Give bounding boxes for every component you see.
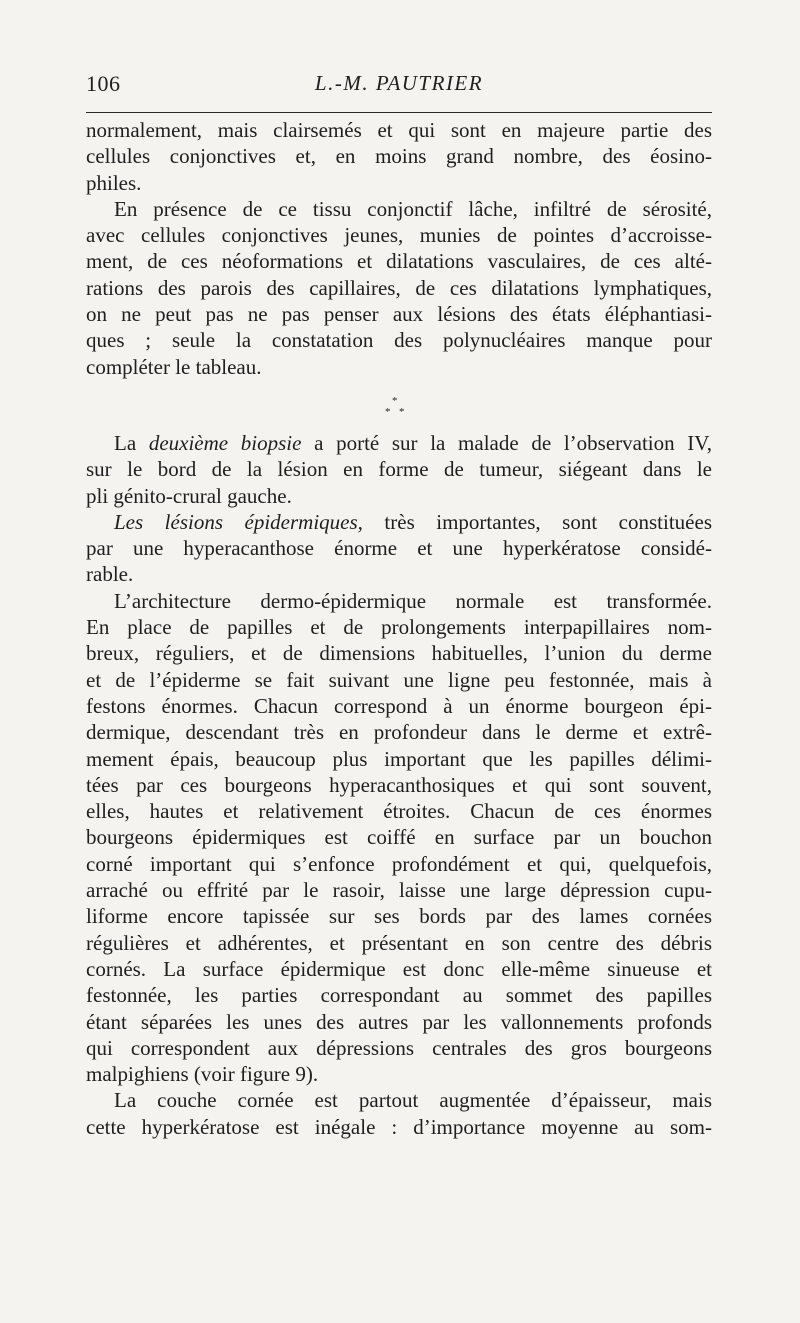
text-line: tées par ces bourgeons hyperacanthosiques et qui sont souvent, bbox=[86, 772, 712, 797]
text-line: elles, hautes et relativement étroites. Chacun de ces énormes bbox=[86, 799, 712, 824]
star-mark: * bbox=[385, 405, 391, 418]
text-line: L’architecture dermo-épidermique normale est transformée. bbox=[114, 588, 712, 613]
text-line: En place de papilles et de prolongements interpapillaires nom- bbox=[86, 615, 712, 640]
running-head: L.-M. PAUTRIER bbox=[314, 71, 484, 95]
text-line bbox=[86, 509, 712, 535]
text-line: En présence de ce tissu conjonctif lâche, infiltré de sérosité, bbox=[114, 196, 712, 221]
text-run: a porté sur la malade de l’observation IV, bbox=[301, 430, 712, 455]
text-line: festons énormes. Chacun correspond à un énorme bourgeon épi- bbox=[86, 693, 712, 718]
text-line: cette hyperkératose est inégale : d’importance moyenne au som- bbox=[86, 1114, 712, 1139]
text-line: bourgeons épidermiques est coiffé en surface par un bouchon bbox=[86, 825, 712, 850]
header-rule bbox=[86, 112, 712, 113]
text-line: avec cellules conjonctives jeunes, munies de pointes d’accroisse- bbox=[86, 223, 712, 248]
text-line: on ne peut pas ne pas penser aux lésions des états éléphantiasi- bbox=[86, 302, 712, 327]
text-line: malpighiens (voir figure 9). bbox=[86, 1062, 319, 1087]
text-line: et de l’épiderme se fait suivant une ligne peu festonnée, mais à bbox=[86, 667, 712, 692]
text-line bbox=[86, 430, 712, 456]
text-line: étant séparées les unes des autres par les vallonnements profonds bbox=[86, 1009, 712, 1034]
text-line: rable. bbox=[86, 562, 134, 587]
text-line: compléter le tableau. bbox=[86, 354, 262, 379]
text-line: qui correspondent aux dépressions centrales des gros bourgeons bbox=[86, 1035, 712, 1060]
star-mark: * bbox=[399, 405, 405, 418]
section-separator bbox=[86, 380, 712, 420]
text-line: mement épais, beaucoup plus important que les papilles délimi- bbox=[86, 746, 712, 771]
text-line: ment, de ces néoformations et dilatations vasculaires, de ces alté- bbox=[86, 249, 712, 274]
text-line: rations des parois des capillaires, de ces dilatations lymphatiques, bbox=[86, 275, 712, 300]
text-line: La couche cornée est partout augmentée d’épaisseur, mais bbox=[114, 1088, 712, 1113]
page-number: 106 bbox=[86, 71, 121, 96]
italic-run: deuxième biopsie bbox=[148, 430, 302, 455]
page-header bbox=[86, 71, 712, 101]
text-line: cellules conjonctives et, en moins grand nombre, des éosino- bbox=[86, 144, 712, 169]
text-line: ques ; seule la constatation des polynucléaires manque pour bbox=[86, 328, 712, 353]
text-line: philes. bbox=[86, 170, 142, 195]
italic-run: Les lésions épidermiques, bbox=[114, 509, 363, 534]
text-line: régulières et adhérentes, et présentant en son centre des débris bbox=[86, 930, 712, 955]
text-run: très importantes, sont constituées bbox=[362, 509, 712, 534]
text-line: dermique, descendant très en profondeur dans le derme et extrê- bbox=[86, 720, 712, 745]
text-line: arraché ou effrité par le rasoir, laisse une large dépression cupu- bbox=[86, 878, 712, 903]
text-line: liforme encore tapissée sur ses bords par des lames cornées bbox=[86, 904, 712, 929]
text-line: breux, réguliers, et de dimensions habituelles, l’union du derme bbox=[86, 641, 712, 666]
text-line: cornés. La surface épidermique est donc elle-même sinueuse et bbox=[86, 956, 712, 981]
star-mark: * bbox=[392, 394, 398, 407]
text-line: corné important qui s’enfonce profondément et qui, quelquefois, bbox=[86, 851, 712, 876]
text-line: normalement, mais clairsemés et qui sont en majeure partie des bbox=[86, 118, 712, 142]
text-line: festonnée, les parties correspondant au sommet des papilles bbox=[86, 983, 712, 1008]
text-line: sur le bord de la lésion en forme de tumeur, siégeant dans le bbox=[86, 457, 712, 482]
text-run: La bbox=[114, 430, 149, 455]
body-text bbox=[86, 117, 712, 1140]
text-line: par une hyperacanthose énorme et une hyperkératose considé- bbox=[86, 536, 712, 561]
text-line: pli génito-crural gauche. bbox=[86, 483, 292, 508]
